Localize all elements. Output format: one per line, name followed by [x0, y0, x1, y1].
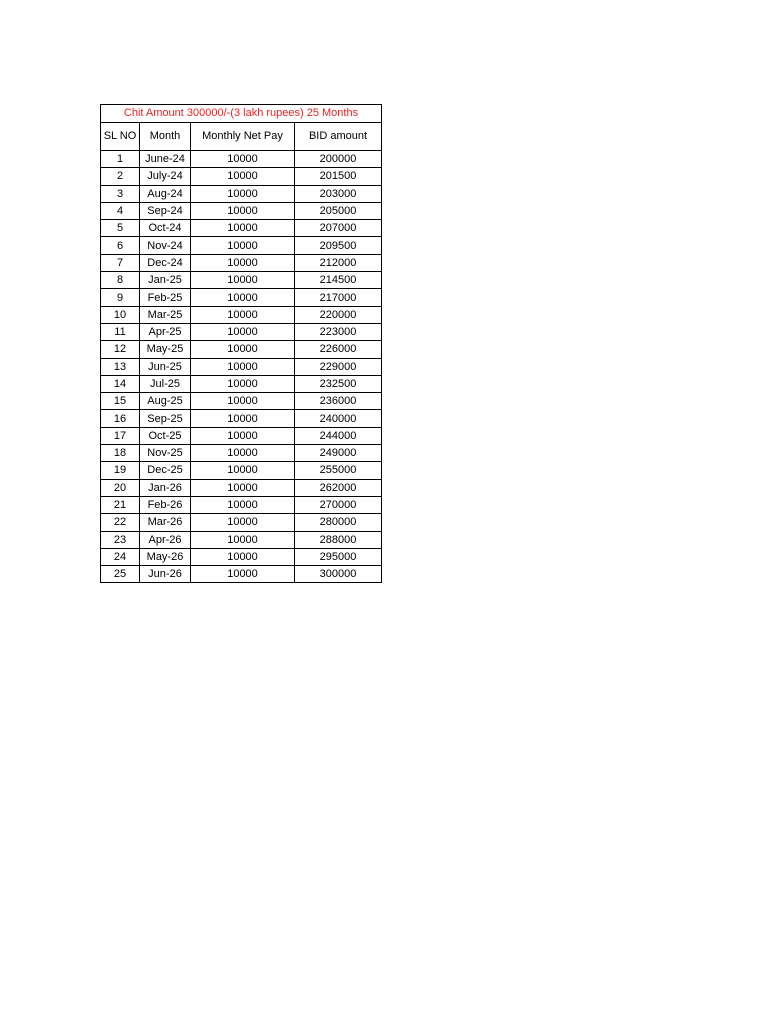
cell-bid-amount: 200000 [295, 151, 382, 168]
cell-sl-no: 14 [101, 375, 140, 392]
column-header-sl-no: SL NO [101, 123, 140, 151]
table-row [101, 254, 382, 271]
cell-bid-amount: 212000 [295, 254, 382, 271]
cell-month: Nov-24 [140, 237, 191, 254]
cell-sl-no: 17 [101, 427, 140, 444]
table-row [101, 496, 382, 513]
cell-bid-amount: 203000 [295, 185, 382, 202]
table-row [101, 306, 382, 323]
cell-monthly-net-pay: 10000 [191, 548, 295, 565]
table-row [101, 514, 382, 531]
cell-monthly-net-pay: 10000 [191, 323, 295, 340]
cell-month: May-26 [140, 548, 191, 565]
table-row [101, 220, 382, 237]
cell-bid-amount: 226000 [295, 341, 382, 358]
table-row [101, 272, 382, 289]
cell-sl-no: 21 [101, 496, 140, 513]
cell-month: Jan-26 [140, 479, 191, 496]
title-row [101, 105, 382, 123]
cell-sl-no: 12 [101, 341, 140, 358]
header-row [101, 123, 382, 151]
cell-month: Sep-25 [140, 410, 191, 427]
cell-monthly-net-pay: 10000 [191, 237, 295, 254]
cell-monthly-net-pay: 10000 [191, 272, 295, 289]
cell-monthly-net-pay: 10000 [191, 514, 295, 531]
cell-sl-no: 19 [101, 462, 140, 479]
cell-month: June-24 [140, 151, 191, 168]
column-header-month: Month [140, 123, 191, 151]
cell-monthly-net-pay: 10000 [191, 220, 295, 237]
cell-bid-amount: 255000 [295, 462, 382, 479]
table-row [101, 393, 382, 410]
cell-sl-no: 24 [101, 548, 140, 565]
table-row [101, 358, 382, 375]
cell-monthly-net-pay: 10000 [191, 358, 295, 375]
cell-monthly-net-pay: 10000 [191, 427, 295, 444]
table-row [101, 168, 382, 185]
cell-month: Dec-24 [140, 254, 191, 271]
cell-month: Jan-25 [140, 272, 191, 289]
column-header-monthly-net-pay: Monthly Net Pay [191, 123, 295, 151]
table-row [101, 323, 382, 340]
cell-monthly-net-pay: 10000 [191, 185, 295, 202]
table-row [101, 410, 382, 427]
cell-bid-amount: 229000 [295, 358, 382, 375]
cell-bid-amount: 249000 [295, 445, 382, 462]
cell-month: Dec-25 [140, 462, 191, 479]
cell-month: Feb-26 [140, 496, 191, 513]
cell-sl-no: 6 [101, 237, 140, 254]
cell-sl-no: 2 [101, 168, 140, 185]
spreadsheet-area [100, 104, 382, 583]
cell-monthly-net-pay: 10000 [191, 531, 295, 548]
cell-monthly-net-pay: 10000 [191, 393, 295, 410]
table-row [101, 531, 382, 548]
cell-bid-amount: 288000 [295, 531, 382, 548]
cell-bid-amount: 300000 [295, 566, 382, 583]
cell-month: Jun-26 [140, 566, 191, 583]
cell-month: Apr-26 [140, 531, 191, 548]
cell-month: Aug-24 [140, 185, 191, 202]
cell-sl-no: 3 [101, 185, 140, 202]
cell-month: Oct-24 [140, 220, 191, 237]
cell-sl-no: 11 [101, 323, 140, 340]
cell-bid-amount: 207000 [295, 220, 382, 237]
table-row [101, 151, 382, 168]
cell-bid-amount: 201500 [295, 168, 382, 185]
table-row [101, 427, 382, 444]
cell-monthly-net-pay: 10000 [191, 566, 295, 583]
cell-sl-no: 4 [101, 202, 140, 219]
cell-monthly-net-pay: 10000 [191, 151, 295, 168]
cell-monthly-net-pay: 10000 [191, 375, 295, 392]
cell-bid-amount: 205000 [295, 202, 382, 219]
table-title: Chit Amount 300000/-(3 lakh rupees) 25 Months [101, 105, 382, 123]
cell-bid-amount: 217000 [295, 289, 382, 306]
cell-sl-no: 7 [101, 254, 140, 271]
cell-bid-amount: 240000 [295, 410, 382, 427]
table-row [101, 375, 382, 392]
cell-month: Nov-25 [140, 445, 191, 462]
cell-bid-amount: 232500 [295, 375, 382, 392]
cell-bid-amount: 262000 [295, 479, 382, 496]
cell-sl-no: 18 [101, 445, 140, 462]
cell-sl-no: 9 [101, 289, 140, 306]
table-row [101, 445, 382, 462]
cell-monthly-net-pay: 10000 [191, 168, 295, 185]
cell-bid-amount: 236000 [295, 393, 382, 410]
cell-monthly-net-pay: 10000 [191, 306, 295, 323]
table-row [101, 341, 382, 358]
cell-month: Sep-24 [140, 202, 191, 219]
cell-monthly-net-pay: 10000 [191, 254, 295, 271]
cell-month: Feb-25 [140, 289, 191, 306]
cell-bid-amount: 214500 [295, 272, 382, 289]
cell-monthly-net-pay: 10000 [191, 410, 295, 427]
cell-bid-amount: 223000 [295, 323, 382, 340]
cell-bid-amount: 270000 [295, 496, 382, 513]
table-row [101, 479, 382, 496]
table-row [101, 202, 382, 219]
cell-monthly-net-pay: 10000 [191, 341, 295, 358]
cell-monthly-net-pay: 10000 [191, 445, 295, 462]
cell-month: May-25 [140, 341, 191, 358]
cell-monthly-net-pay: 10000 [191, 202, 295, 219]
cell-month: Jul-25 [140, 375, 191, 392]
cell-sl-no: 20 [101, 479, 140, 496]
cell-monthly-net-pay: 10000 [191, 496, 295, 513]
cell-monthly-net-pay: 10000 [191, 479, 295, 496]
cell-month: Jun-25 [140, 358, 191, 375]
cell-sl-no: 13 [101, 358, 140, 375]
cell-bid-amount: 280000 [295, 514, 382, 531]
cell-bid-amount: 209500 [295, 237, 382, 254]
cell-sl-no: 1 [101, 151, 140, 168]
table-row [101, 566, 382, 583]
table-row [101, 462, 382, 479]
cell-bid-amount: 220000 [295, 306, 382, 323]
cell-sl-no: 5 [101, 220, 140, 237]
cell-bid-amount: 295000 [295, 548, 382, 565]
cell-monthly-net-pay: 10000 [191, 289, 295, 306]
cell-bid-amount: 244000 [295, 427, 382, 444]
table-row [101, 289, 382, 306]
cell-sl-no: 15 [101, 393, 140, 410]
table-row [101, 237, 382, 254]
cell-sl-no: 16 [101, 410, 140, 427]
cell-month: Mar-26 [140, 514, 191, 531]
cell-sl-no: 10 [101, 306, 140, 323]
cell-sl-no: 8 [101, 272, 140, 289]
table-row [101, 185, 382, 202]
cell-month: July-24 [140, 168, 191, 185]
cell-month: Aug-25 [140, 393, 191, 410]
cell-sl-no: 23 [101, 531, 140, 548]
chit-schedule-table [100, 104, 382, 583]
cell-monthly-net-pay: 10000 [191, 462, 295, 479]
cell-sl-no: 22 [101, 514, 140, 531]
cell-month: Apr-25 [140, 323, 191, 340]
table-row [101, 548, 382, 565]
cell-sl-no: 25 [101, 566, 140, 583]
cell-month: Mar-25 [140, 306, 191, 323]
column-header-bid-amount: BID amount [295, 123, 382, 151]
table-body [101, 151, 382, 583]
cell-month: Oct-25 [140, 427, 191, 444]
